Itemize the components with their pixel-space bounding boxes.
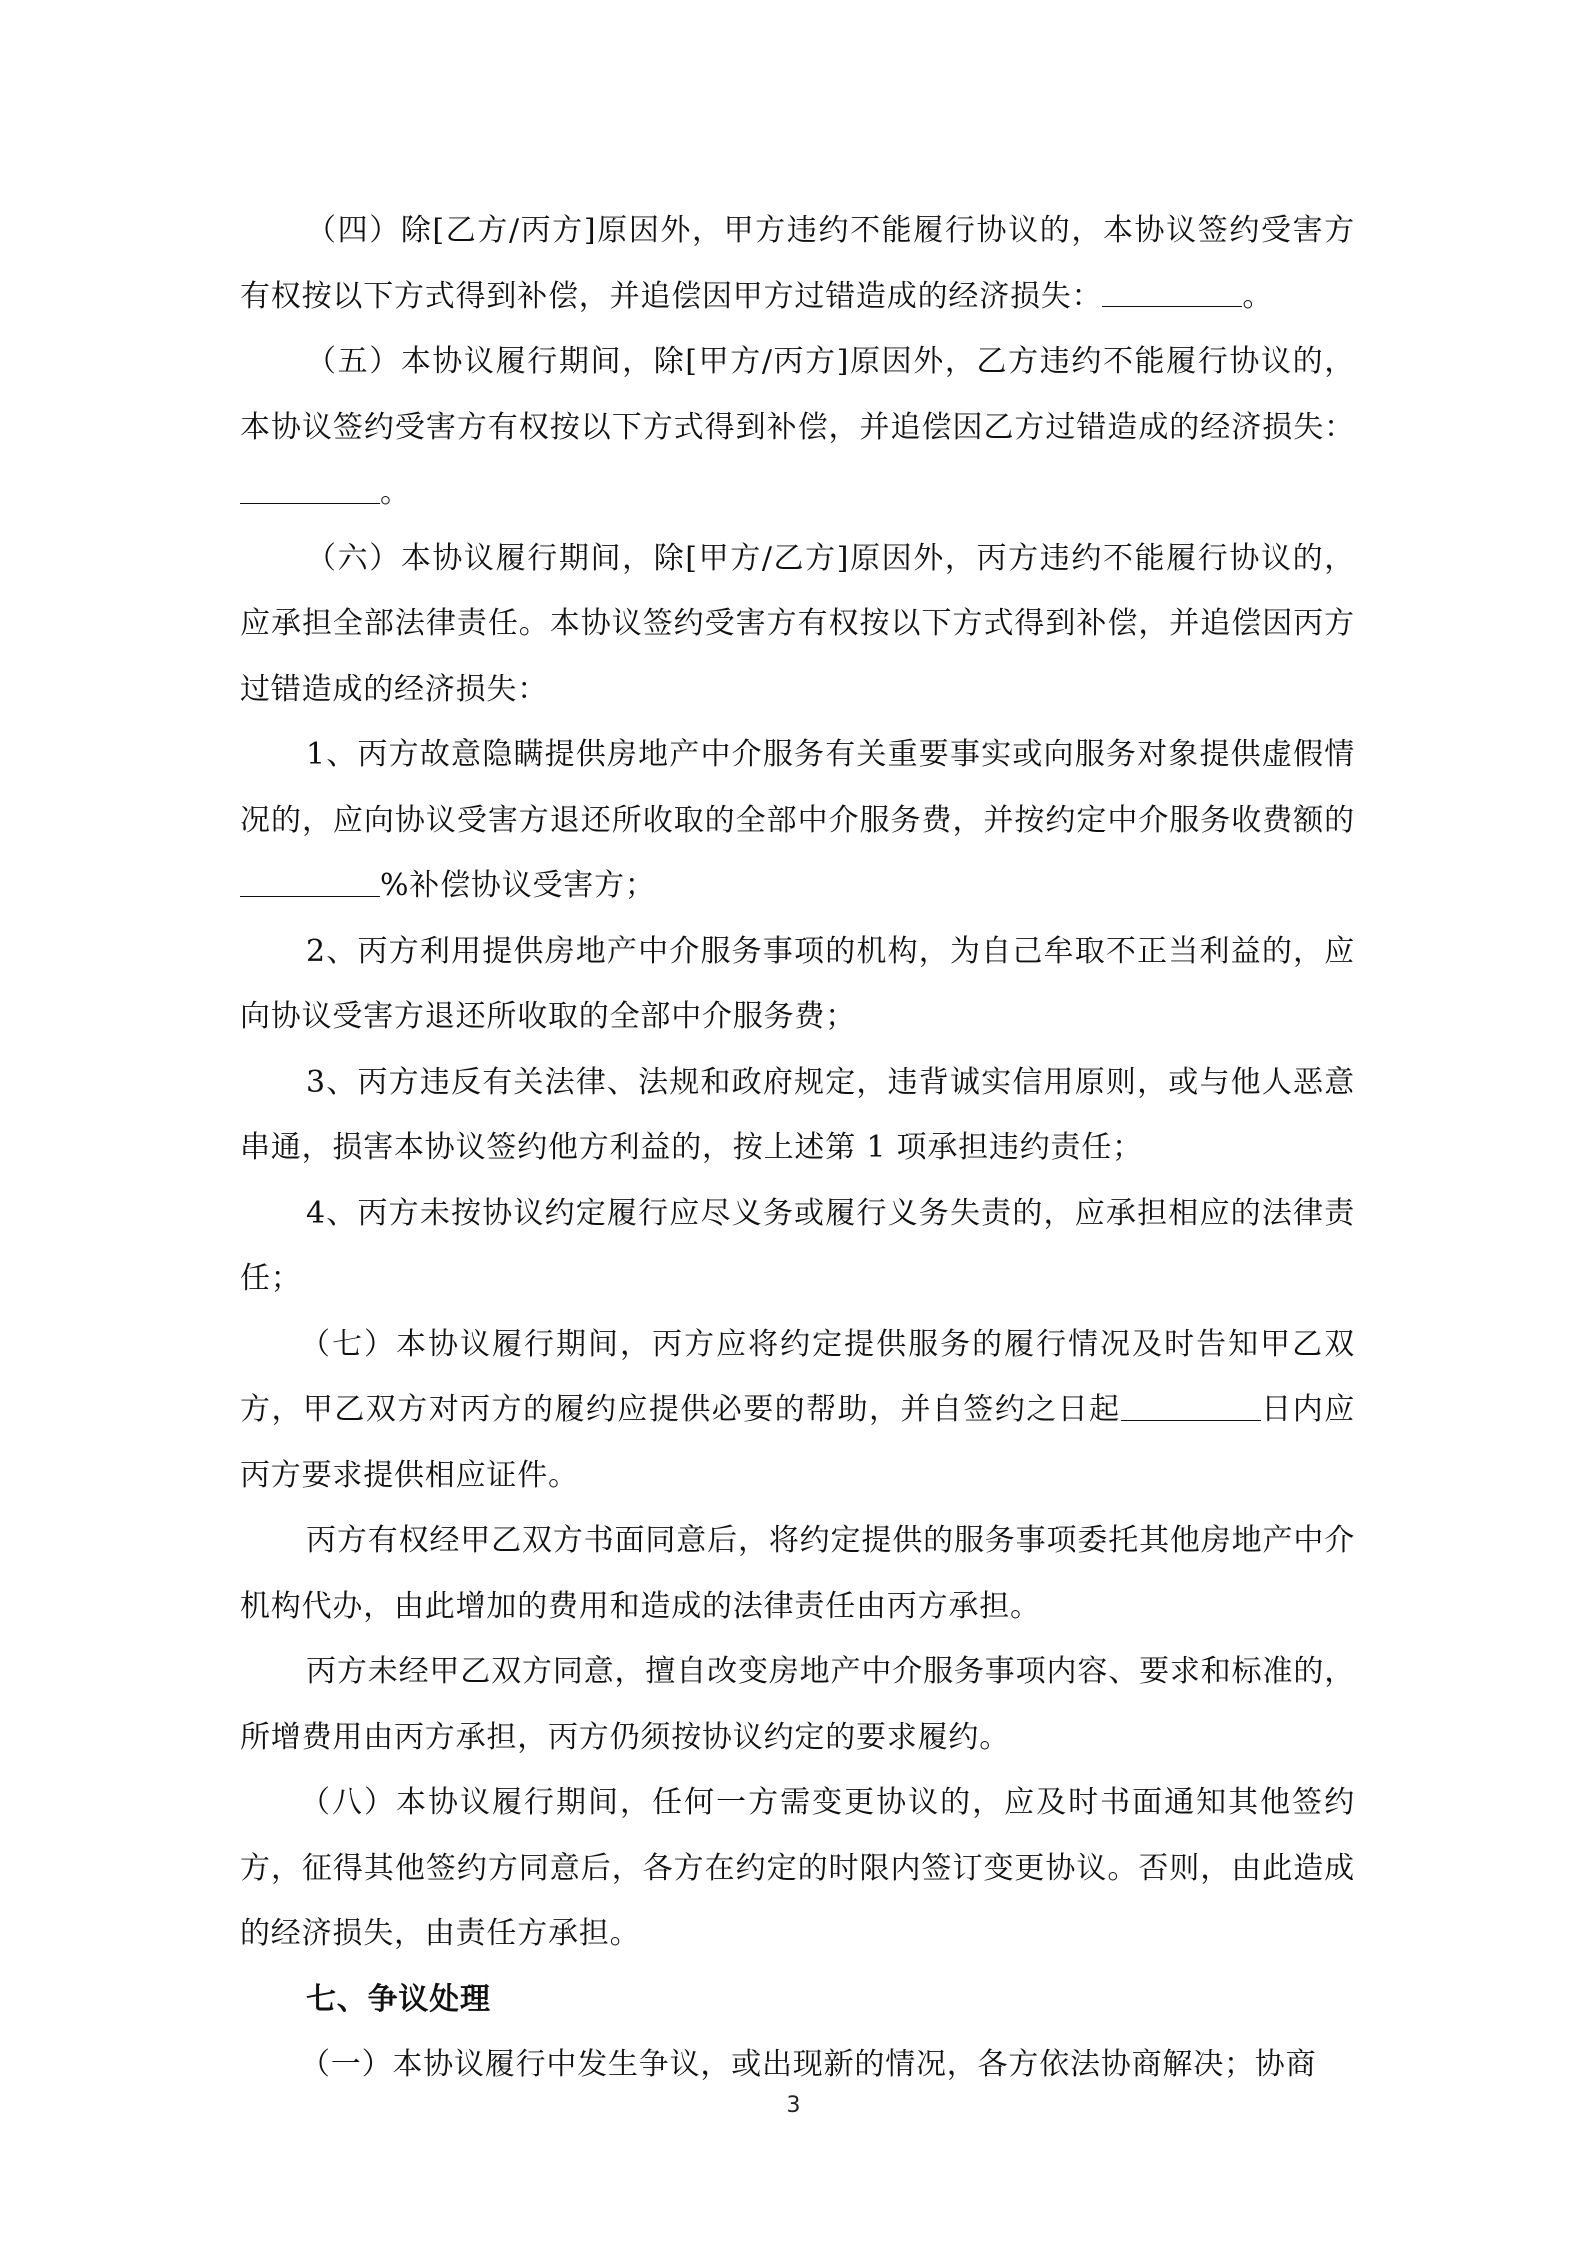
clause-8-text: （八）本协议履行期间，任何一方需变更协议的，应及时书面通知其他签约方，征得其他签约方同意后，各方在约定的时限内签订变更协议。否则，由此造成的经济损失，由责任方承担。 — [240, 1785, 1355, 1951]
clause-4-text: （四）除[乙方/丙方]原因外，甲方违约不能履行协议的，本协议签约受害方有权按以下方式得到补偿，并追偿因甲方过错造成的经济损失： — [240, 213, 1355, 314]
section-7-title: 七、争议处理 — [306, 1981, 491, 2017]
clause-5-blank[interactable] — [240, 471, 380, 504]
clause-6-text: （六）本协议履行期间，除[甲方/乙方]原因外，丙方违约不能履行协议的，应承担全部法律责任。本协议签约受害方有权按以下方式得到补偿，并追偿因丙方过错造成的经济损失： — [240, 540, 1355, 707]
clause-6-item-3 — [240, 1050, 1355, 1181]
document-body — [240, 198, 1355, 2098]
clause-7-paragraph-2 — [240, 1508, 1355, 1639]
clause-4-tail: 。 — [1242, 278, 1274, 314]
clause-7-text: （七）本协议履行期间，丙方应将约定提供服务的履行情况及时告知甲乙双方，甲乙双方对丙方的履约应提供必要的帮助，并自签约之日起 — [240, 1326, 1355, 1427]
clause-7-days-blank[interactable] — [1121, 1388, 1261, 1421]
item-3-text: 3、丙方违反有关法律、法规和政府规定，违背诚实信用原则，或与他人恶意串通，损害本协议签约他方利益的，按上述第 1 项承担违约责任； — [240, 1064, 1355, 1165]
clause-5-text: （五）本协议履行期间，除[甲方/丙方]原因外，乙方违约不能履行协议的，本协议签约受害方有权按以下方式得到补偿，并追偿因乙方过错造成的经济损失： — [240, 344, 1355, 445]
clause-4 — [240, 198, 1355, 329]
clause-6-item-4 — [240, 1181, 1355, 1312]
clause-6-item-2 — [240, 919, 1355, 1050]
clause-6-item-1 — [240, 722, 1355, 919]
item-1-text: 1、丙方故意隐瞒提供房地产中介服务有关重要事实或向服务对象提供虚假情况的，应向协议受害方退还所收取的全部中介服务费，并按约定中介服务收费额的 — [240, 737, 1355, 838]
clause-6 — [240, 526, 1355, 723]
clause-7 — [240, 1312, 1355, 1509]
item-4-text: 4、丙方未按协议约定履行应尽义务或履行义务失责的，应承担相应的法律责任； — [240, 1195, 1355, 1296]
section-7-heading — [240, 1967, 1355, 2033]
clause-7b-text: 丙方有权经甲乙双方书面同意后，将约定提供的服务事项委托其他房地产中介机构代办，由此增加的费用和造成的法律责任由丙方承担。 — [240, 1523, 1355, 1624]
item-1-tail: %补偿协议受害方； — [380, 868, 656, 903]
clause-5 — [240, 329, 1355, 526]
clause-7-tail: 日内应丙方要求提供相应证件。 — [240, 1392, 1355, 1493]
section-7-clause-1-text: （一）本协议履行中发生争议，或出现新的情况，各方依法协商解决；协商 — [300, 2047, 1317, 2082]
clause-8 — [240, 1770, 1355, 1967]
item-2-text: 2、丙方利用提供房地产中介服务事项的机构，为自己牟取不正当利益的，应向协议受害方退还所收取的全部中介服务费； — [240, 933, 1355, 1034]
page-number: 3 — [786, 2093, 801, 2118]
item-1-percent-blank[interactable] — [240, 864, 380, 897]
clause-7-paragraph-3 — [240, 1639, 1355, 1770]
clause-5-tail: 。 — [380, 475, 411, 510]
section-7-clause-1 — [240, 2032, 1355, 2098]
clause-7c-text: 丙方未经甲乙双方同意，擅自改变房地产中介服务事项内容、要求和标准的，所增费用由丙方承担，丙方仍须按协议约定的要求履约。 — [240, 1654, 1355, 1755]
clause-4-blank[interactable] — [1102, 275, 1242, 308]
